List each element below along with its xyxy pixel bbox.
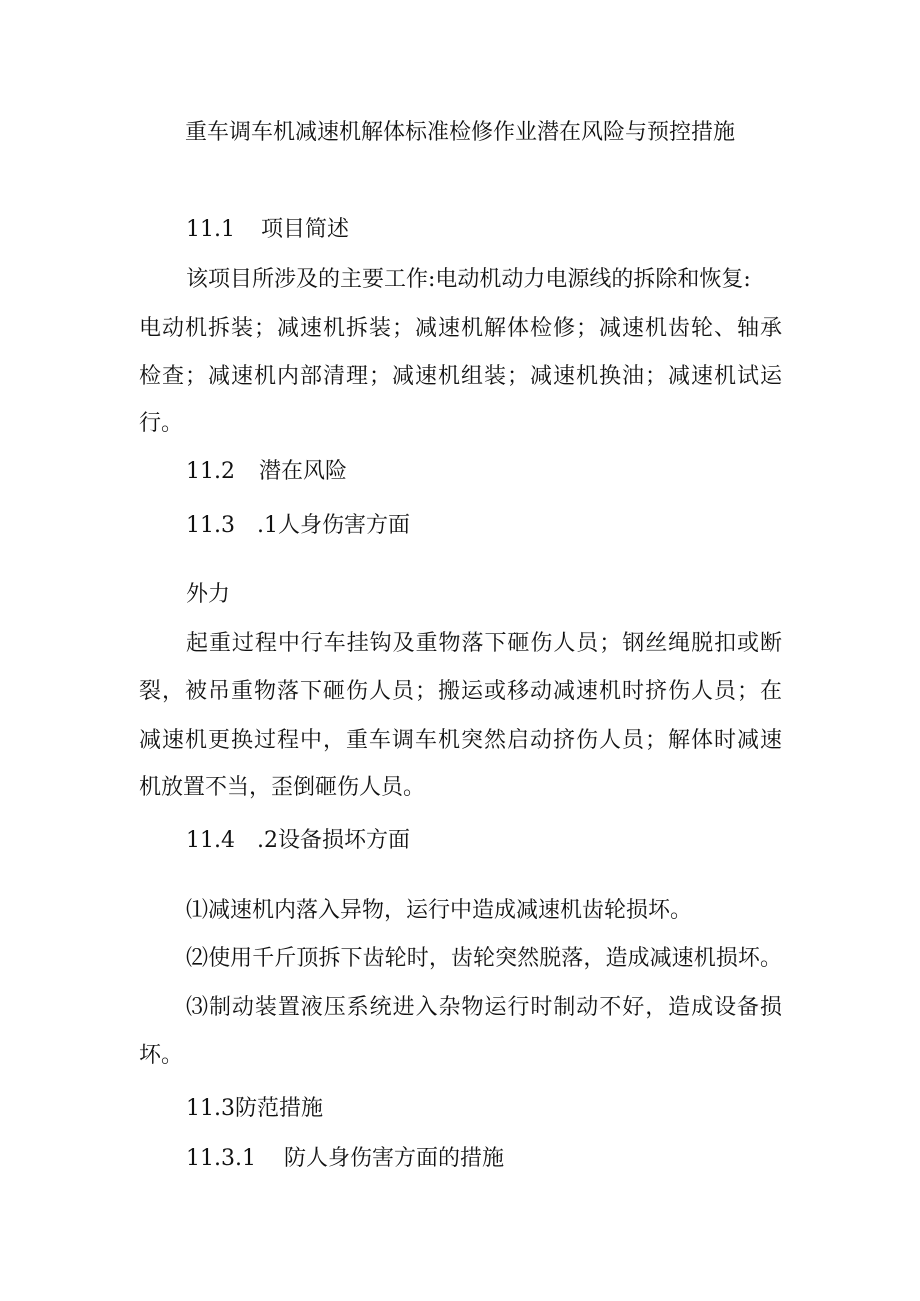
section-heading: 潜在风险 — [259, 459, 348, 484]
list-item: ⑵使用千斤顶拆下齿轮时，齿轮突然脱落，造成减速机损坏。 — [186, 946, 782, 971]
section-heading: 项目简述 — [261, 217, 350, 242]
section-heading: 防人身伤害方面的措施 — [284, 1146, 505, 1171]
paragraph-line: 机放置不当，歪倒砸伤人员。 — [139, 775, 426, 800]
document-title: 重车调车机减速机解体标准检修作业潜在风险与预控措施 — [184, 120, 735, 145]
paragraph-line: 该项目所涉及的主要工作:电动机动力电源线的拆除和恢复: — [186, 267, 751, 292]
section-number: 11.3 — [186, 513, 235, 538]
section-11-3 — [186, 511, 410, 541]
paragraph-line: 减速机更换过程中，重车调车机突然启动挤伤人员；解体时减速 — [139, 728, 782, 753]
section-number: 11.1 — [186, 217, 235, 242]
paragraph-line: 检查；减速机内部清理；减速机组装；减速机换油；减速机试运 — [139, 364, 782, 389]
paragraph-line: 裂，被吊重物落下砸伤人员；搬运或移动减速机时挤伤人员；在 — [139, 679, 782, 704]
section-11-2 — [186, 457, 347, 487]
paragraph-line: 行。 — [139, 411, 184, 436]
paragraph-line: 起重过程中行车挂钩及重物落下砸伤人员；钢丝绳脱扣或断 — [186, 631, 782, 656]
section-11-4 — [186, 826, 410, 856]
section-11-3-measures: 11.3防范措施 — [186, 1096, 323, 1121]
list-item: ⑶制动装置液压系统进入杂物运行时制动不好，造成设备损 — [186, 995, 782, 1020]
section-11-1 — [186, 215, 349, 245]
section-heading: .2设备损坏方面 — [257, 828, 410, 853]
section-number: 11.2 — [186, 459, 235, 484]
section-heading: .1人身伤害方面 — [257, 513, 410, 538]
list-item: ⑴减速机内落入异物，运行中造成减速机齿轮损坏。 — [186, 898, 693, 923]
paragraph-line: 电动机拆装；减速机拆装；减速机解体检修；减速机齿轮、轴承 — [139, 316, 782, 341]
section-number: 11.3.1 — [186, 1146, 256, 1171]
subheading-external-force: 外力 — [186, 582, 231, 607]
section-11-3-1 — [186, 1144, 504, 1174]
list-item: 坏。 — [139, 1043, 184, 1068]
section-number: 11.4 — [186, 828, 235, 853]
